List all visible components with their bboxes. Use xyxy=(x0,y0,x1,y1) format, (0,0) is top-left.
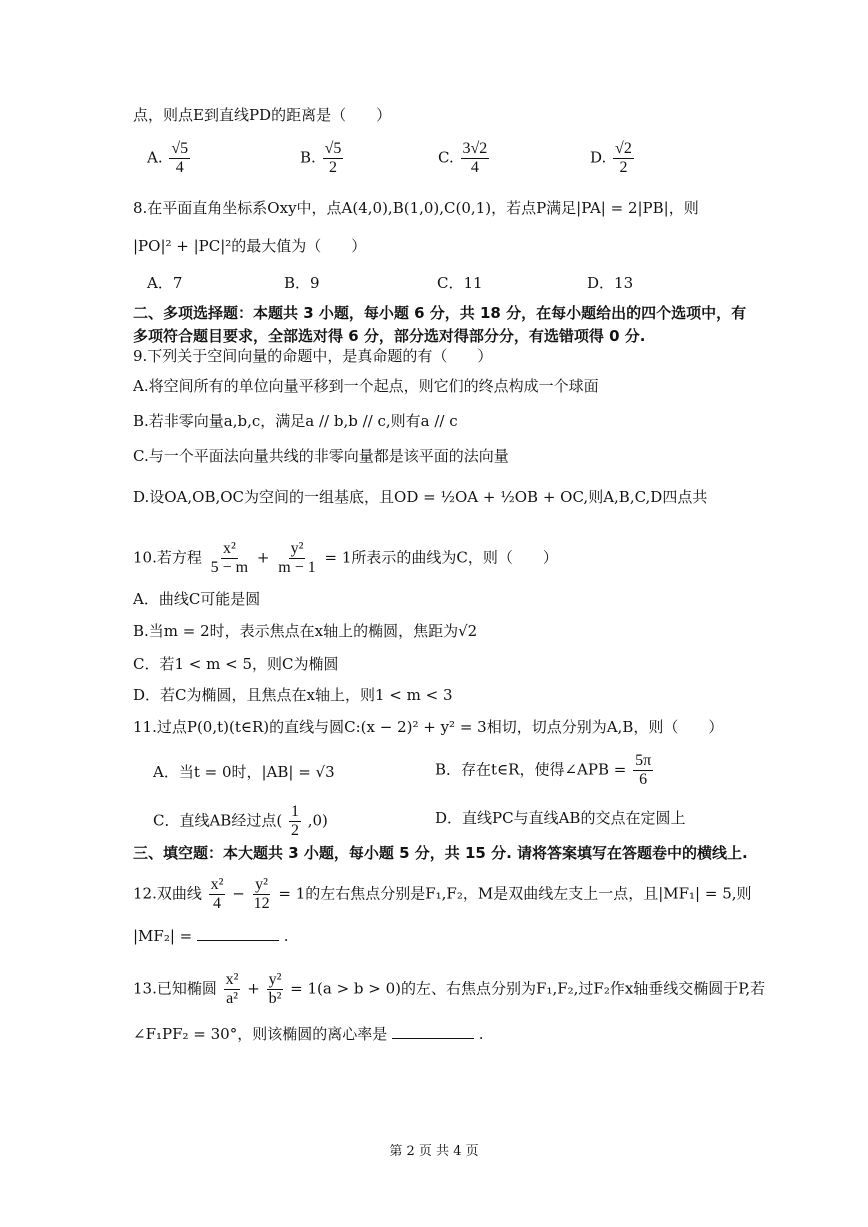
q10-option-b: B.当m = 2时，表示焦点在x轴上的椭圆，焦距为√2 xyxy=(133,622,478,640)
q11-option-b: B．存在t∈R，使得∠APB = $\frac{5\pi}{6}$ xyxy=(435,752,652,788)
section2-heading-line2: 多项符合题目要求，全部选对得 6 分，部分选对得部分分，有选错项得 0 分. xyxy=(133,327,646,345)
q11-stem: 11.过点P(0,t)(t∈R)的直线与圆C:(x − 2)² + y² = 3相切，切点分别为A,B，则（ ） xyxy=(133,718,724,736)
q10-option-d: D．若C为椭圆，且焦点在x轴上，则1 < m < 3 xyxy=(133,686,453,704)
section2-heading-line1: 二、多项选择题：本题共 3 小题，每小题 6 分，共 18 分，在每小题给出的四个选项中，有 xyxy=(133,304,747,322)
q8-option-c: C．11 xyxy=(437,274,483,292)
q9-option-c: C.与一个平面法向量共线的非零向量都是该平面的法向量 xyxy=(133,447,509,465)
q10-stem: 10.若方程 $\frac{\text{x²}}{5 - m}$ + $\frac{\text{y²}}{m - 1}$ = 1所表示的曲线为C，则（ ） xyxy=(133,540,558,576)
q11-option-a: A．当t = 0时，|AB| = √3 xyxy=(153,763,335,781)
q13-line2: ∠F₁PF₂ = 30°，则该椭圆的离心率是 . xyxy=(133,1025,484,1043)
q7-option-d: D. $\frac{√2}{2}$ xyxy=(590,140,632,176)
q7-stem: 点，则点E到直线PD的距离是（ ） xyxy=(133,106,392,124)
q7-option-c: C. $\frac{3√2}{4}$ xyxy=(438,140,488,176)
q8-option-d: D．13 xyxy=(587,274,634,292)
q13-answer-blank[interactable] xyxy=(392,1024,474,1039)
q10-option-c: C．若1 < m < 5，则C为椭圆 xyxy=(133,655,339,673)
q11-option-c: C．直线AB经过点( $\frac{1}{2}$ ,0) xyxy=(153,803,328,839)
q12-answer-blank[interactable] xyxy=(197,926,279,941)
q10-option-a: A．曲线C可能是圆 xyxy=(133,590,261,608)
q13-line1: 13.已知椭圆 $\frac{\text{x²}}{\text{a²}}$ + $\frac{\text{y²}}{\text{b²}}$ = 1(a > b > 0)的左、右焦点分别为F₁,F₂,过F₂作x轴垂线交椭圆于P,若 xyxy=(133,971,766,1007)
q9-stem: 9.下列关于空间向量的命题中，是真命题的有（ ） xyxy=(133,347,493,365)
q11-option-d: D．直线PC与直线AB的交点在定圆上 xyxy=(435,809,686,827)
section3-heading: 三、填空题：本大题共 3 小题，每小题 5 分，共 15 分. 请将答案填写在答题卷中的横线上. xyxy=(133,844,748,862)
q9-option-b: B.若非零向量a,b,c，满足a // b,b // c,则有a // c xyxy=(133,412,458,430)
q8-line1: 8.在平面直角坐标系Oxy中，点A(4,0),B(1,0),C(0,1)，若点P满足|PA| = 2|PB|，则 xyxy=(133,199,699,217)
q7-option-b: B. $\frac{√5}{2}$ xyxy=(300,140,342,176)
q9-option-a: A.将空间所有的单位向量平移到一个起点，则它们的终点构成一个球面 xyxy=(133,377,599,395)
q7-option-a: A. $\frac{√5}{4}$ xyxy=(147,140,189,176)
q9-option-d: D.设OA,OB,OC为空间的一组基底，且OD = ½OA + ½OB + OC,则A,B,C,D四点共 xyxy=(133,488,708,506)
q12-line1: 12.双曲线 $\frac{\text{x²}}{4}$ − $\frac{\text{y²}}{12}$ = 1的左右焦点分别是F₁,F₂，M是双曲线左支上一点，且|MF₁| = 5,则 xyxy=(133,876,752,912)
q8-option-b: B．9 xyxy=(284,274,320,292)
page-footer: 第 2 页 共 4 页 xyxy=(389,1144,479,1159)
q12-line2: |MF₂| = . xyxy=(133,927,289,945)
q8-line2: |PO|² + |PC|²的最大值为（ ） xyxy=(133,237,367,255)
q8-option-a: A．7 xyxy=(147,274,183,292)
